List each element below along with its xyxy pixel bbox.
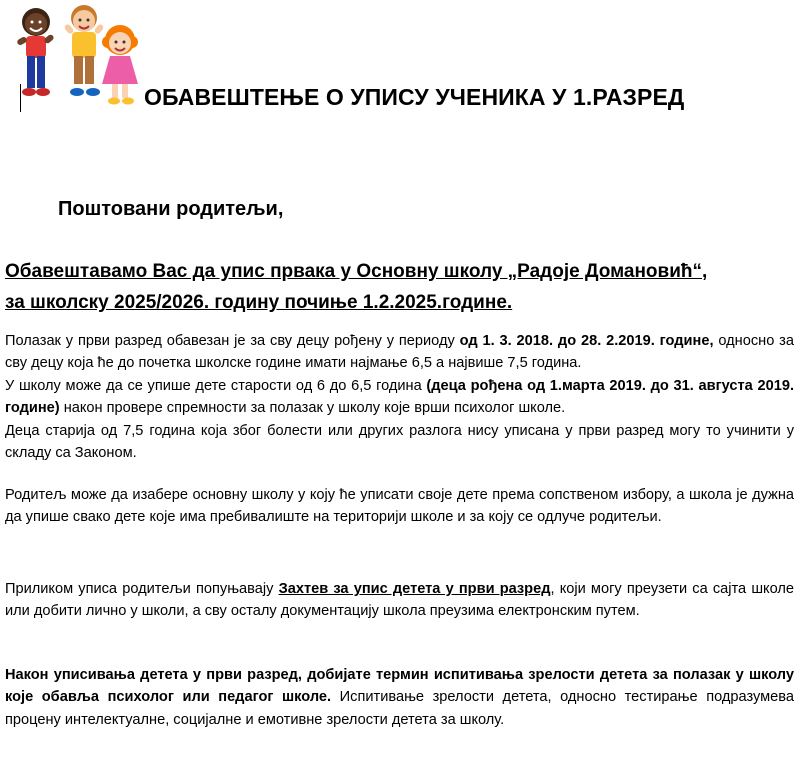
- p1-date-range: од 1. 3. 2018. до 28. 2.2019. године,: [459, 333, 714, 349]
- intro-line-1: Обавештавамо Вас да упис првака у Основну школу „Радоје Домановић“,: [5, 261, 708, 282]
- paragraph-eligibility: [5, 330, 794, 464]
- divider: [20, 84, 21, 112]
- paragraph-application: [5, 578, 794, 623]
- child-boy-yellow-icon: [63, 5, 104, 96]
- greeting: Поштовани родитељи,: [58, 198, 284, 220]
- page-title: ОБАВЕШТЕЊЕ О УПИСУ УЧЕНИКА У 1.РАЗРЕД: [144, 84, 685, 110]
- application-form-link[interactable]: Захтев за упис детета у први разред: [278, 581, 551, 597]
- intro-heading: [5, 256, 800, 318]
- p1-text-c: односно за сву децу која ће до почетка школске године имати најмање 6,5 а највише 7,5 година.: [5, 333, 794, 372]
- p3-text-b: , који могу преузети са сајта школе или добити лично у школи, а сву осталу документацију школа преузима електронским путем.: [5, 581, 794, 620]
- child-girl-icon: [102, 25, 138, 105]
- p1-text-a: Полазак у први разред обавезан је за сву децу рођену у периоду: [5, 333, 460, 349]
- p4-text-b: Испитивање зрелости детета, односно тестирање подразумева процену интелектуалне, социјалне и емотивне зрелости детета за школу.: [5, 689, 795, 728]
- paragraph-maturity-test: [5, 664, 794, 731]
- p1-early-range: (деца рођена од 1.марта 2019. до 31. августа 2019. године): [5, 377, 794, 417]
- p1-text-f: након провере спремности за полазак у школу које врши психолог школе.: [59, 400, 566, 417]
- paragraph-school-choice: Родитељ може да изабере основну школу у коју ће уписати своје дете према сопственом избору, а школа је дужна да упише свако дете које има пребивалиште на територији школе и за коју се одлуче родитељи.: [5, 487, 794, 526]
- header: [0, 0, 807, 115]
- children-illustration-icon: [14, 0, 142, 110]
- p4-bold-text: Након уписивања детета у први разред, добијате термин испитивања зрелости детета за полазак у школу које обавља психолог или педагог школе.: [5, 667, 794, 706]
- p1-text-g: Деца старија од 7,5 година која због болести или других разлога нису уписана у први разред могу то учинити у складу са Законом.: [5, 422, 794, 462]
- p1-text-d: У школу може да се упише дете старости од 6 до 6,5 година: [5, 377, 427, 394]
- child-boy-icon: [16, 8, 55, 96]
- p3-text-a: Приликом уписа родитељи попуњавају: [5, 581, 279, 597]
- intro-line-2: за школску 2025/2026. годину почиње 1.2.2025.године.: [5, 292, 513, 313]
